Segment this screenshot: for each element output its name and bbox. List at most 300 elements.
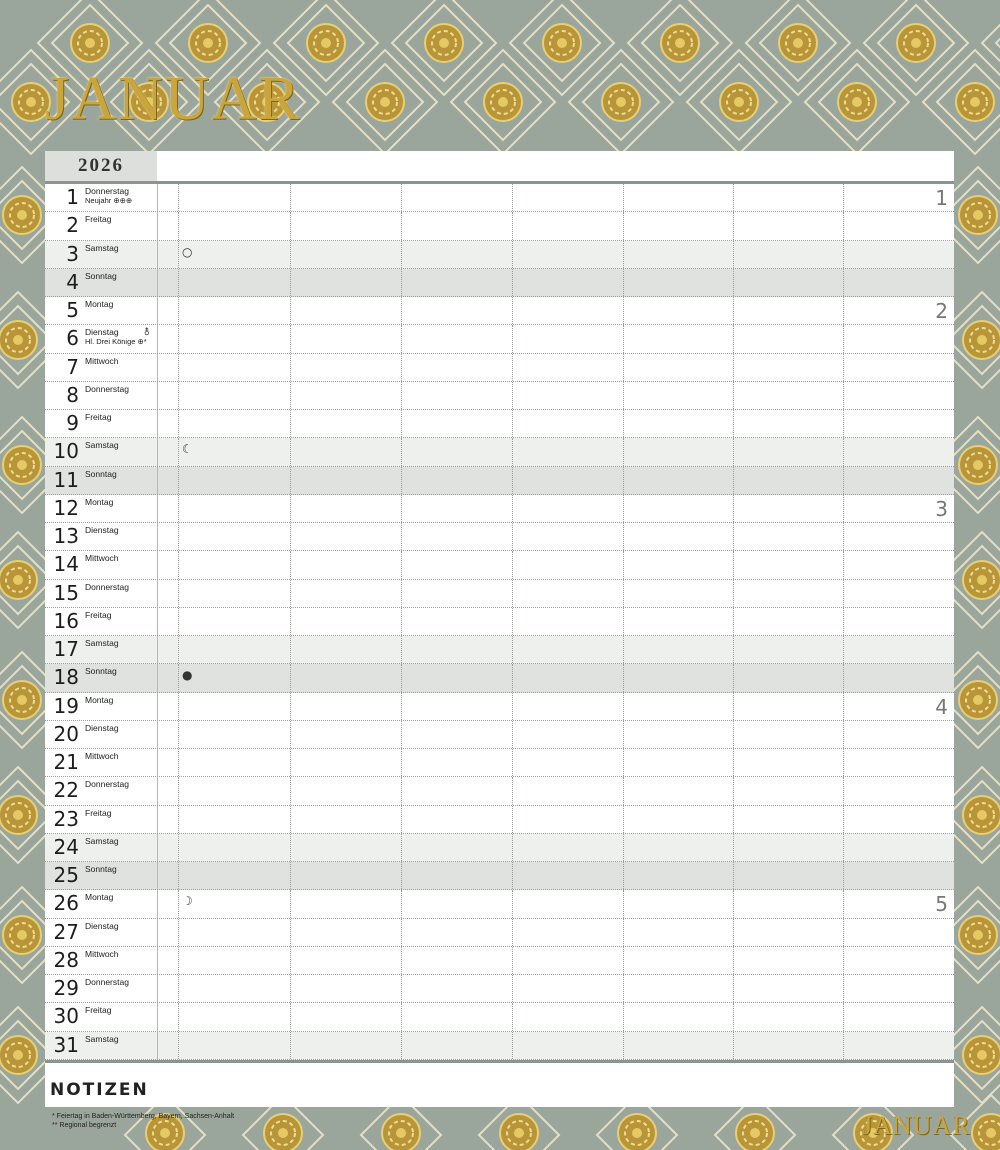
column-divider [733, 693, 734, 720]
column-divider [178, 212, 179, 239]
column-divider [623, 580, 624, 607]
day-number: 14 [53, 552, 79, 577]
day-number: 11 [53, 467, 79, 492]
column-divider [623, 1032, 624, 1059]
column-divider [178, 664, 179, 691]
column-divider [623, 749, 624, 776]
column-divider [157, 241, 158, 268]
column-divider [157, 269, 158, 296]
column-divider [512, 523, 513, 550]
weekday-name: Donnerstag [85, 581, 129, 592]
column-divider [843, 862, 844, 889]
column-divider [157, 975, 158, 1002]
holiday-symbol-icon: ⚨ [143, 328, 151, 339]
column-divider [623, 410, 624, 437]
column-divider [157, 551, 158, 578]
day-row[interactable] [45, 467, 954, 495]
column-divider [178, 495, 179, 522]
column-divider [401, 495, 402, 522]
column-divider [512, 438, 513, 465]
column-divider [733, 1003, 734, 1030]
column-divider [733, 919, 734, 946]
month-title: JANUAR [45, 65, 302, 133]
diamond-outline [996, 5, 1000, 81]
column-divider [290, 777, 291, 804]
column-divider [512, 1003, 513, 1030]
column-divider [401, 212, 402, 239]
weekday-name: Montag [85, 496, 114, 507]
day-number: 24 [53, 834, 79, 859]
column-divider [733, 834, 734, 861]
column-divider [733, 749, 734, 776]
day-row[interactable] [45, 495, 954, 523]
column-divider [733, 325, 734, 352]
column-divider [512, 975, 513, 1002]
column-divider [157, 834, 158, 861]
day-row[interactable] [45, 382, 954, 410]
day-number: 10 [53, 439, 79, 464]
calendar-grid [45, 151, 954, 1107]
gold-medallion-center [970, 97, 980, 107]
column-divider [512, 806, 513, 833]
footer-month-title: JANUAR [862, 1111, 971, 1140]
week-number: 1 [935, 186, 948, 210]
column-divider [290, 890, 291, 917]
footnote-1: * Feiertag in Baden-Württemberg, Bayern, Sachsen-Anhalt [52, 1113, 235, 1120]
gold-medallion-center [278, 1128, 288, 1138]
column-divider [157, 806, 158, 833]
column-divider [178, 975, 179, 1002]
footnotes [52, 1112, 234, 1130]
column-divider [401, 636, 402, 663]
column-divider [157, 721, 158, 748]
column-divider [733, 523, 734, 550]
column-divider [733, 636, 734, 663]
column-divider [623, 975, 624, 1002]
column-divider [401, 947, 402, 974]
column-divider [290, 608, 291, 635]
column-divider [843, 975, 844, 1002]
column-divider [843, 354, 844, 381]
column-divider [178, 269, 179, 296]
gold-medallion-center [514, 1128, 524, 1138]
column-divider [512, 269, 513, 296]
column-divider [157, 890, 158, 917]
column-divider [178, 693, 179, 720]
column-divider [512, 919, 513, 946]
gold-medallion-center [977, 1050, 987, 1060]
column-divider [623, 834, 624, 861]
column-divider [733, 806, 734, 833]
column-divider [623, 721, 624, 748]
column-divider [401, 184, 402, 211]
week-number: 2 [935, 299, 948, 323]
column-divider [512, 297, 513, 324]
moon-phase-icon: ○ [182, 244, 193, 259]
column-divider [623, 1003, 624, 1030]
gold-medallion-center [321, 38, 331, 48]
day-rows [45, 184, 954, 1060]
column-divider [157, 184, 158, 211]
day-row[interactable] [45, 1003, 954, 1031]
day-number: 17 [53, 637, 79, 661]
day-row[interactable] [45, 749, 954, 777]
column-divider [623, 495, 624, 522]
column-divider [290, 1003, 291, 1030]
moon-phase-icon: ☾ [182, 442, 193, 457]
column-divider [843, 495, 844, 522]
weekday-name: Samstag [85, 1033, 119, 1044]
column-divider [623, 241, 624, 268]
column-divider [178, 382, 179, 409]
day-number: 18 [53, 665, 79, 690]
column-divider [623, 636, 624, 663]
weekday-name: Sonntag [85, 468, 117, 479]
column-divider [178, 410, 179, 437]
day-number: 29 [53, 976, 79, 1000]
column-divider [843, 523, 844, 550]
moon-phase-icon: ● [182, 668, 193, 683]
column-divider [733, 269, 734, 296]
column-divider [623, 862, 624, 889]
day-number: 9 [66, 411, 79, 435]
column-divider [843, 382, 844, 409]
column-divider [157, 495, 158, 522]
day-row[interactable] [45, 636, 954, 664]
column-divider [512, 241, 513, 268]
column-divider [290, 495, 291, 522]
gold-medallion-center [973, 930, 983, 940]
column-divider [843, 890, 844, 917]
column-divider [623, 693, 624, 720]
column-divider [512, 184, 513, 211]
day-row[interactable] [45, 806, 954, 834]
day-row[interactable] [45, 551, 954, 579]
column-divider [733, 297, 734, 324]
column-divider [290, 834, 291, 861]
column-divider [843, 947, 844, 974]
notes-label: NOTIZEN [50, 1079, 149, 1100]
weekday-name: Samstag [85, 638, 119, 648]
column-divider [843, 269, 844, 296]
year-label: 2026 [45, 151, 157, 181]
column-divider [157, 636, 158, 663]
day-row[interactable] [45, 438, 954, 466]
column-divider [512, 354, 513, 381]
column-divider [157, 1032, 158, 1059]
day-row[interactable] [45, 212, 954, 240]
weekday-name: Samstag [85, 242, 119, 253]
column-divider [290, 862, 291, 889]
gold-medallion-center [17, 460, 27, 470]
weekday-name: Mittwoch [85, 751, 119, 761]
day-number: 31 [53, 1032, 79, 1057]
column-divider [290, 636, 291, 663]
column-divider [401, 890, 402, 917]
column-divider [512, 551, 513, 578]
column-divider [157, 523, 158, 550]
week-number: 3 [935, 496, 948, 521]
day-row[interactable] [45, 862, 954, 890]
column-divider [733, 467, 734, 494]
column-divider [512, 410, 513, 437]
column-divider [290, 975, 291, 1002]
column-divider [843, 777, 844, 804]
column-divider [178, 777, 179, 804]
column-divider [401, 354, 402, 381]
weekday-name: Freitag [85, 1005, 112, 1016]
column-divider [178, 184, 179, 211]
day-row[interactable] [45, 297, 954, 325]
column-divider [843, 1032, 844, 1059]
column-divider [290, 1032, 291, 1059]
column-divider [157, 467, 158, 494]
weekday-name: Dienstag [85, 525, 119, 535]
weekday-name: Sonntag [85, 666, 117, 677]
weekday-name: Donnerstag [85, 383, 129, 394]
column-divider [178, 241, 179, 268]
column-divider [733, 777, 734, 804]
column-divider [401, 410, 402, 437]
column-divider [290, 354, 291, 381]
day-number: 4 [66, 269, 79, 294]
column-divider [843, 184, 844, 211]
column-divider [843, 664, 844, 691]
column-divider [290, 382, 291, 409]
column-divider [157, 862, 158, 889]
column-divider [401, 1003, 402, 1030]
weekday-name: Dienstag [85, 722, 119, 733]
day-row[interactable] [45, 975, 954, 1003]
column-divider [290, 184, 291, 211]
column-divider [512, 212, 513, 239]
column-divider [733, 975, 734, 1002]
column-divider [401, 580, 402, 607]
column-divider [512, 382, 513, 409]
day-row[interactable] [45, 354, 954, 382]
column-divider [623, 551, 624, 578]
day-row[interactable] [45, 325, 954, 353]
column-divider [843, 580, 844, 607]
column-divider [623, 438, 624, 465]
weekday-name: Sonntag [85, 864, 117, 874]
column-divider [512, 608, 513, 635]
column-divider [401, 297, 402, 324]
day-row[interactable] [45, 410, 954, 438]
column-divider [401, 749, 402, 776]
gold-medallion-center [793, 38, 803, 48]
column-divider [623, 608, 624, 635]
column-divider [733, 212, 734, 239]
day-row[interactable] [45, 834, 954, 862]
column-divider [290, 241, 291, 268]
gold-medallion-center [439, 38, 449, 48]
gold-medallion-center [973, 695, 983, 705]
column-divider [290, 919, 291, 946]
gold-medallion-center [632, 1128, 642, 1138]
column-divider [401, 467, 402, 494]
day-row[interactable] [45, 580, 954, 608]
column-divider [178, 354, 179, 381]
column-divider [290, 467, 291, 494]
column-divider [290, 325, 291, 352]
column-divider [843, 212, 844, 239]
gold-medallion-center [977, 335, 987, 345]
day-row[interactable] [45, 523, 954, 551]
column-divider [157, 438, 158, 465]
weekday-name: Freitag [85, 214, 112, 225]
weekday-name: Mittwoch [85, 355, 119, 366]
column-divider [157, 749, 158, 776]
column-divider [843, 693, 844, 720]
day-number: 5 [66, 298, 79, 322]
column-divider [290, 523, 291, 550]
column-divider [733, 382, 734, 409]
weekday-name: Samstag [85, 835, 119, 846]
column-divider [157, 212, 158, 239]
footnote-2: ** Regional begrenzt [52, 1122, 117, 1130]
column-divider [623, 919, 624, 946]
gold-medallion-center [17, 930, 27, 940]
gold-medallion-center [616, 97, 626, 107]
column-divider [178, 862, 179, 889]
day-row[interactable] [45, 184, 954, 212]
column-divider [401, 608, 402, 635]
day-row[interactable] [45, 919, 954, 947]
column-divider [178, 1032, 179, 1059]
column-divider [401, 551, 402, 578]
weekday-name: Montag [85, 892, 114, 903]
column-divider [401, 325, 402, 352]
column-divider [178, 580, 179, 607]
column-divider [733, 410, 734, 437]
gold-medallion-center [85, 38, 95, 48]
column-divider [843, 1003, 844, 1030]
day-number: 8 [66, 382, 79, 407]
column-divider [401, 693, 402, 720]
column-divider [157, 580, 158, 607]
column-divider [178, 325, 179, 352]
day-row[interactable] [45, 608, 954, 636]
column-divider [623, 184, 624, 211]
day-row[interactable] [45, 777, 954, 805]
column-divider [843, 467, 844, 494]
column-divider [733, 184, 734, 211]
column-divider [178, 749, 179, 776]
weekday-name: Donnerstag [85, 186, 129, 196]
column-divider [623, 212, 624, 239]
column-divider [157, 919, 158, 946]
column-divider [843, 636, 844, 663]
gold-medallion-center [13, 1050, 23, 1060]
day-number: 20 [53, 721, 79, 746]
day-row[interactable] [45, 1032, 954, 1060]
column-divider [623, 523, 624, 550]
column-divider [290, 721, 291, 748]
column-divider [733, 551, 734, 578]
gold-medallion-center [380, 97, 390, 107]
column-divider [290, 212, 291, 239]
day-number: 26 [53, 891, 79, 916]
column-divider [178, 636, 179, 663]
column-divider [178, 608, 179, 635]
weekday-name: Freitag [85, 412, 112, 422]
column-divider [290, 749, 291, 776]
gold-medallion-center [203, 38, 213, 48]
gold-medallion-center [977, 575, 987, 585]
column-divider [623, 325, 624, 352]
column-divider [178, 551, 179, 578]
column-divider [733, 947, 734, 974]
day-number: 16 [53, 608, 79, 633]
day-row[interactable] [45, 890, 954, 918]
weekday-name: Donnerstag [85, 779, 129, 790]
day-number: 12 [53, 495, 79, 520]
column-divider [512, 325, 513, 352]
gold-medallion-center [396, 1128, 406, 1138]
column-divider [512, 834, 513, 861]
column-divider [401, 862, 402, 889]
column-divider [512, 693, 513, 720]
day-number: 22 [53, 778, 79, 803]
weekday-name: Montag [85, 299, 114, 309]
column-divider [733, 438, 734, 465]
column-divider [178, 947, 179, 974]
column-divider [290, 664, 291, 691]
column-divider [178, 297, 179, 324]
day-number: 25 [53, 863, 79, 887]
column-divider [623, 890, 624, 917]
column-divider [401, 806, 402, 833]
day-row[interactable] [45, 241, 954, 269]
column-divider [623, 269, 624, 296]
column-divider [178, 806, 179, 833]
column-divider [178, 721, 179, 748]
column-divider [290, 410, 291, 437]
day-number: 13 [53, 524, 79, 548]
calendar-header-row [45, 151, 954, 184]
day-row[interactable] [45, 721, 954, 749]
column-divider [157, 354, 158, 381]
gold-medallion-center [17, 695, 27, 705]
day-row[interactable] [45, 269, 954, 297]
column-divider [401, 382, 402, 409]
column-divider [157, 410, 158, 437]
notes-section[interactable] [45, 1060, 954, 1107]
column-divider [843, 325, 844, 352]
gold-medallion-center [911, 38, 921, 48]
column-divider [401, 777, 402, 804]
column-divider [178, 919, 179, 946]
column-divider [401, 1032, 402, 1059]
column-divider [512, 664, 513, 691]
gold-medallion-center [977, 810, 987, 820]
day-number: 1 [66, 185, 79, 209]
column-divider [157, 297, 158, 324]
day-row[interactable] [45, 693, 954, 721]
weekday-name: Mittwoch [85, 553, 119, 564]
weekday-name: Samstag [85, 440, 119, 451]
column-divider [290, 269, 291, 296]
column-divider [290, 806, 291, 833]
column-divider [157, 325, 158, 352]
day-row[interactable] [45, 947, 954, 975]
column-divider [157, 947, 158, 974]
gold-medallion-center [13, 810, 23, 820]
column-divider [733, 241, 734, 268]
column-divider [843, 919, 844, 946]
day-row[interactable] [45, 664, 954, 692]
